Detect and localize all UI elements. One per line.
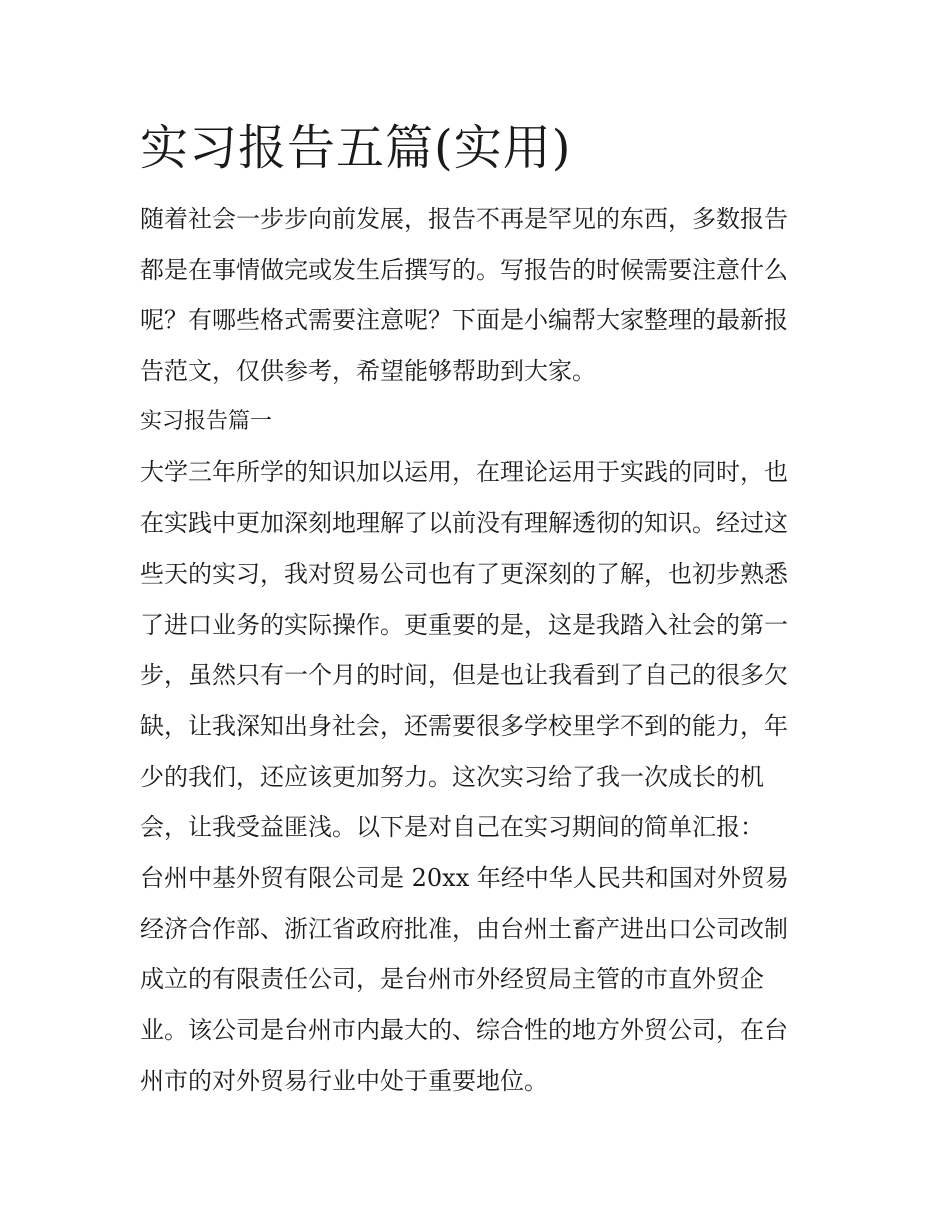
text-line: 大学三年所学的知识加以运用，在理论运用于实践的同时，也 [140,458,788,487]
text-line: 经济合作部、浙江省政府批准，由台州土畜产进出口公司改制 [140,914,788,943]
text-line: 在实践中更加深刻地理解了以前没有理解透彻的知识。经过这 [140,509,788,538]
body-paragraph-2 [140,853,812,1106]
text-line: 随着社会一步步向前发展，报告不再是罕见的东西，多数报告 [140,205,788,233]
text-line: 业。该公司是台州市内最大的、综合性的地方外贸公司，在台 [140,1016,788,1044]
text-line: 成立的有限责任公司，是台州市外经贸局主管的市直外贸企 [140,965,764,994]
text-line: 了进口业务的实际操作。更重要的是，这是我踏入社会的第一 [140,610,788,639]
text-line: 告范文，仅供参考，希望能够帮助到大家。 [140,357,596,386]
text-line: 会，让我受益匪浅。以下是对自己在实习期间的简单汇报： [140,813,764,842]
intro-paragraph [140,194,812,397]
document-content [140,112,812,1106]
text-line: 些天的实习，我对贸易公司也有了更深刻的了解，也初步熟悉 [140,559,788,588]
body-paragraph-1 [140,447,812,853]
text-line: 缺，让我深知出身社会，还需要很多学校里学不到的能力，年 [140,711,788,740]
text-line: 都是在事情做完或发生后撰写的。写报告的时候需要注意什么 [140,255,788,284]
text-line: 步，虽然只有一个月的时间，但是也让我看到了自己的很多欠 [140,661,788,690]
section-heading-block [140,397,812,448]
section-heading: 实习报告篇一 [140,408,273,434]
text-line: 州市的对外贸易行业中处于重要地位。 [140,1066,548,1095]
document-title: 实习报告五篇(实用) [140,120,572,176]
text-line: 台州中基外贸有限公司是 20xx 年经中华人民共和国对外贸易 [140,863,789,892]
text-line: 少的我们，还应该更加努力。这次实习给了我一次成长的机 [140,762,764,791]
text-line: 呢？有哪些格式需要注意呢？下面是小编帮大家整理的最新报 [140,306,788,335]
